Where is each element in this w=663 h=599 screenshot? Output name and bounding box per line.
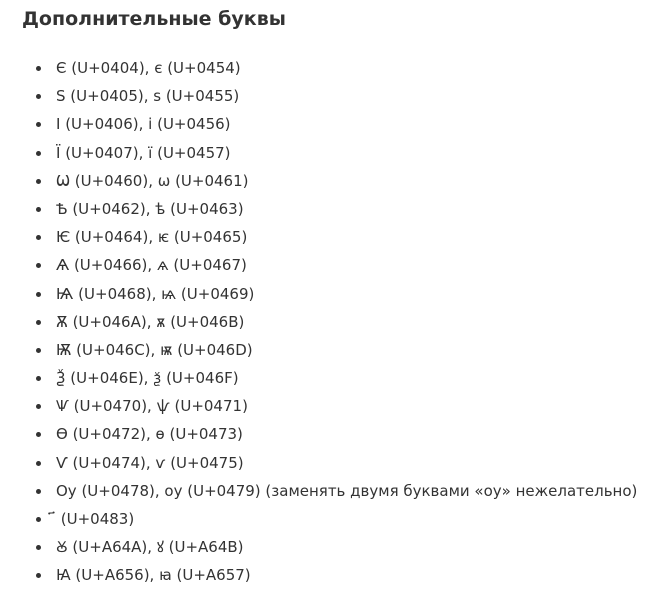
bullet-icon <box>36 207 41 212</box>
list-item-text: Ꙗ (U+A656), ꙗ (U+A657) <box>56 566 251 585</box>
list-item-text: Ѣ (U+0462), ѣ (U+0463) <box>56 199 244 218</box>
list-item <box>0 392 637 420</box>
bullet-icon <box>36 320 41 325</box>
bullet-icon <box>36 66 41 71</box>
list-item-text: Ѩ (U+0468), ѩ (U+0469) <box>56 284 255 303</box>
list-item <box>0 364 637 392</box>
list-item-text: Ѵ (U+0474), ѵ (U+0475) <box>56 453 244 472</box>
list-item <box>0 308 637 336</box>
list-item <box>0 449 637 477</box>
list-item <box>0 477 637 505</box>
list-item <box>0 110 637 138</box>
list-item <box>0 223 637 251</box>
bullet-icon <box>36 94 41 99</box>
bullet-icon <box>36 348 41 353</box>
list-item-text: ҃ (U+0483) <box>56 510 135 528</box>
letters-list <box>0 54 637 590</box>
bullet-icon <box>36 122 41 127</box>
section-heading: Дополнительные буквы <box>22 8 286 30</box>
list-item <box>0 139 637 167</box>
bullet-icon <box>36 461 41 466</box>
list-item <box>0 420 637 448</box>
list-item <box>0 561 637 589</box>
bullet-icon <box>36 404 41 409</box>
list-item-text: Ѯ (U+046E), ѯ (U+046F) <box>56 369 239 388</box>
bullet-icon <box>36 263 41 268</box>
bullet-icon <box>36 573 41 578</box>
bullet-icon <box>36 489 41 494</box>
list-item <box>0 195 637 223</box>
list-item <box>0 167 637 195</box>
bullet-icon <box>36 545 41 550</box>
list-item <box>0 280 637 308</box>
list-item <box>0 82 637 110</box>
list-item-text: Є (U+0404), є (U+0454) <box>56 59 241 77</box>
list-item-text: Ѕ (U+0405), ѕ (U+0455) <box>56 87 240 106</box>
list-item-text: Ꙋ (U+A64A), ꙋ (U+A64B) <box>56 538 244 557</box>
list-item-text: І (U+0406), і (U+0456) <box>56 115 231 134</box>
list-item-text: Ї (U+0407), ї (U+0457) <box>56 143 231 162</box>
bullet-icon <box>36 376 41 381</box>
bullet-icon <box>36 432 41 437</box>
list-item-text: Ѥ (U+0464), ѥ (U+0465) <box>56 228 248 247</box>
list-item <box>0 54 637 82</box>
list-item-text: Оу (U+0478), оу (U+0479) (заменять двумя буквами «оу» нежелательно) <box>56 481 638 500</box>
list-item-text: Ѡ (U+0460), ѡ (U+0461) <box>56 171 249 190</box>
list-item-text: Ѱ (U+0470), ѱ (U+0471) <box>56 397 248 416</box>
bullet-icon <box>36 292 41 297</box>
list-item <box>0 251 637 279</box>
list-item <box>0 505 637 533</box>
bullet-icon <box>36 235 41 240</box>
list-item-text: Ѭ (U+046C), ѭ (U+046D) <box>56 340 253 359</box>
list-item <box>0 533 637 561</box>
list-item-text: Ѳ (U+0472), ѳ (U+0473) <box>56 425 243 444</box>
list-item <box>0 336 637 364</box>
bullet-icon <box>36 517 41 522</box>
bullet-icon <box>36 179 41 184</box>
bullet-icon <box>36 151 41 156</box>
list-item-text: Ѫ (U+046A), ѫ (U+046B) <box>56 312 245 331</box>
list-item-text: Ѧ (U+0466), ѧ (U+0467) <box>56 256 247 275</box>
